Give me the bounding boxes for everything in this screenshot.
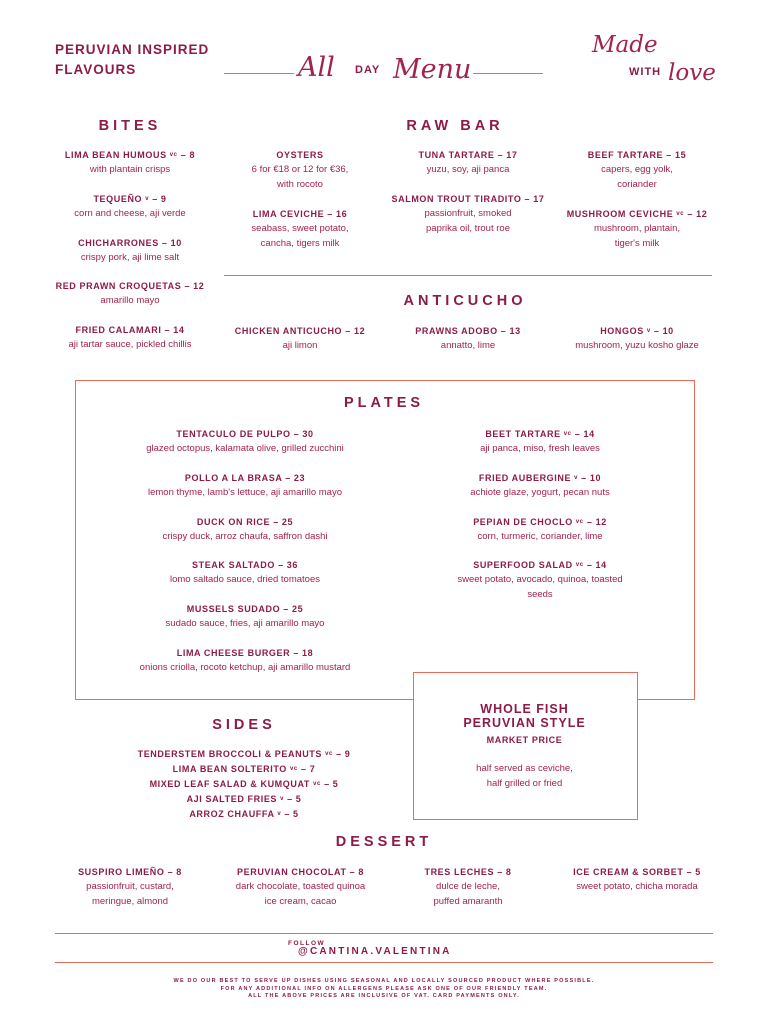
item-name: POLLO A LA BRASA – 23 xyxy=(184,473,306,483)
made-with-love xyxy=(588,32,728,96)
item-desc: achiote glaze, yogurt, pecan nuts xyxy=(470,487,610,498)
item-name: SUPERFOOD SALAD ᵛᶜ – 14 xyxy=(473,560,607,570)
item-desc: dark chocolate, toasted quinoa xyxy=(235,881,366,892)
item-desc: amarillo mayo xyxy=(100,295,160,306)
item-name: PERUVIAN CHOCOLAT – 8 xyxy=(237,867,364,877)
item-name: DUCK ON RICE – 25 xyxy=(196,517,294,527)
instagram-handle-link[interactable]: @CANTINA.VALENTINA xyxy=(298,946,452,957)
title-menu: Menu xyxy=(393,54,472,85)
raw-bar-item xyxy=(557,208,717,251)
follow-label: FOLLOW xyxy=(288,940,326,947)
tagline-line-1: PERUVIAN INSPIRED xyxy=(55,42,210,57)
footer-note: ALL THE ABOVE PRICES ARE INCLUSIVE OF VAT. CARD PAYMENTS ONLY. xyxy=(248,993,520,999)
item-name: FRIED AUBERGINE ᵛ – 10 xyxy=(478,473,602,483)
item-name: PRAWNS ADOBO – 13 xyxy=(415,326,521,336)
item-name: TRES LECHES – 8 xyxy=(424,867,512,877)
plates-item xyxy=(95,647,395,675)
item-name: MUSHROOM CEVICHE ᵛᶜ – 12 xyxy=(566,209,708,219)
item-name: MUSSELS SUDADO – 25 xyxy=(186,604,304,614)
item-name: ICE CREAM & SORBET – 5 xyxy=(573,867,701,877)
item-desc: onions criolla, rocoto ketchup, aji amarillo mustard xyxy=(139,662,351,673)
title-day: DAY xyxy=(355,64,381,76)
item-desc: crispy duck, arroz chaufa, saffron dashi xyxy=(162,531,328,542)
plates-item xyxy=(95,559,395,587)
item-desc: cancha, tigers milk xyxy=(260,238,340,249)
title-all: All xyxy=(298,52,335,83)
item-desc: sweet potato, avocado, quinoa, toasted xyxy=(457,574,623,585)
raw-bar-item xyxy=(388,193,548,236)
dessert-item xyxy=(388,866,548,909)
item-desc: with plantain crisps xyxy=(89,164,171,175)
item-name: PEPIAN DE CHOCLO ᵛᶜ – 12 xyxy=(473,517,607,527)
plates-item xyxy=(415,516,665,544)
item-desc: tiger's milk xyxy=(614,238,660,249)
item-desc: aji limon xyxy=(282,340,318,351)
item-name: OYSTERS xyxy=(276,150,324,160)
item-desc: passionfruit, custard, xyxy=(86,881,174,892)
anticucho-item xyxy=(557,325,717,353)
header-rule-right xyxy=(473,73,543,74)
plates-item xyxy=(415,559,665,602)
item-name: BEET TARTARE ᵛᶜ – 14 xyxy=(485,429,595,439)
dessert-item xyxy=(213,866,388,909)
side-item: TENDERSTEM BROCCOLI & PEANUTS ᵛᶜ – 9 xyxy=(137,749,351,759)
item-desc: lomo saltado sauce, dried tomatoes xyxy=(170,574,320,585)
item-name: LIMA CHEESE BURGER – 18 xyxy=(176,648,314,658)
plates-item xyxy=(95,516,395,544)
item-name: SALMON TROUT TIRADITO – 17 xyxy=(391,194,545,204)
item-desc: capers, egg yolk, xyxy=(601,164,673,175)
item-desc: aji tartar sauce, pickled chillis xyxy=(68,339,192,350)
bites-item xyxy=(30,324,230,352)
footer-note: WE DO OUR BEST TO SERVE UP DISHES USING SEASONAL AND LOCALLY SOURCED PRODUCT WHERE POSSIBLE. xyxy=(173,978,595,984)
item-name: HONGOS ᵛ – 10 xyxy=(600,326,674,336)
bites-item xyxy=(30,149,230,177)
item-name: SUSPIRO LIMEÑO – 8 xyxy=(78,867,182,877)
item-desc: corn and cheese, aji verde xyxy=(74,208,186,219)
item-desc: mushroom, plantain, xyxy=(593,223,681,234)
plates-item xyxy=(95,428,395,456)
raw-bar-item xyxy=(557,149,717,192)
plates-item xyxy=(95,603,395,631)
item-name: CHICKEN ANTICUCHO – 12 xyxy=(234,326,366,336)
item-desc: seeds xyxy=(527,589,553,600)
item-desc: ice cream, cacao xyxy=(264,896,337,907)
plates-title: PLATES xyxy=(343,395,425,411)
item-name: STEAK SALTADO – 36 xyxy=(192,560,298,570)
item-desc: passionfruit, smoked xyxy=(424,208,512,219)
item-desc: coriander xyxy=(617,179,657,190)
raw-bar-item xyxy=(220,208,380,251)
whole-fish-title-1: WHOLE FISH xyxy=(480,702,569,716)
item-desc: with rocoto xyxy=(277,179,323,190)
item-desc: aji panca, miso, fresh leaves xyxy=(480,443,600,454)
plates-item xyxy=(415,428,665,456)
item-name: TEQUEÑO ᵛ – 9 xyxy=(93,194,167,204)
item-desc: dulce de leche, xyxy=(436,881,500,892)
item-name: LIMA CEVICHE – 16 xyxy=(252,209,348,219)
sides-list xyxy=(94,747,394,822)
side-item: LIMA BEAN SOLTERITO ᵛᶜ – 7 xyxy=(172,764,316,774)
item-desc: crispy pork, aji lime salt xyxy=(80,252,180,263)
anticucho-divider xyxy=(224,275,712,276)
item-desc: puffed amaranth xyxy=(433,896,503,907)
tagline xyxy=(55,40,209,80)
whole-fish-desc: half grilled or fried xyxy=(486,778,563,789)
item-desc: seabass, sweet potato, xyxy=(251,223,349,234)
raw-bar-item xyxy=(220,149,380,192)
item-desc: sudado sauce, fries, aji amarillo mayo xyxy=(165,618,325,629)
dessert-item xyxy=(557,866,717,894)
raw-bar-item xyxy=(388,149,548,177)
footer-notes xyxy=(0,978,768,1001)
item-desc: yuzu, soy, aji panca xyxy=(426,164,510,175)
bites-item xyxy=(30,280,230,308)
whole-fish-title-2: PERUVIAN STYLE xyxy=(463,716,586,730)
item-desc: lemon thyme, lamb's lettuce, aji amarillo mayo xyxy=(148,487,342,498)
item-desc: sweet potato, chicha morada xyxy=(576,881,698,892)
menu-title xyxy=(298,52,473,92)
side-item: ARROZ CHAUFFA ᵛ – 5 xyxy=(189,809,299,819)
plates-item xyxy=(95,472,395,500)
item-name: TENTACULO DE PULPO – 30 xyxy=(176,429,314,439)
made-text: Made xyxy=(592,32,658,58)
dessert-item xyxy=(45,866,215,909)
item-desc: glazed octopus, kalamata olive, grilled zucchini xyxy=(146,443,344,454)
item-name: FRIED CALAMARI – 14 xyxy=(75,325,185,335)
dessert-title: DESSERT xyxy=(335,834,433,850)
love-text: love xyxy=(668,60,716,86)
anticucho-item xyxy=(215,325,385,353)
item-name: TUNA TARTARE – 17 xyxy=(418,150,518,160)
anticucho-title: ANTICUCHO xyxy=(403,293,527,309)
tagline-line-2: FLAVOURS xyxy=(55,62,137,77)
item-name: LIMA BEAN HUMOUS ᵛᶜ – 8 xyxy=(64,150,196,160)
whole-fish-price: MARKET PRICE xyxy=(486,735,563,745)
footer-rule-bottom xyxy=(55,962,713,963)
bites-item xyxy=(30,237,230,265)
whole-fish-item xyxy=(413,702,636,791)
item-desc: mushroom, yuzu kosho glaze xyxy=(575,340,699,351)
item-desc: paprika oil, trout roe xyxy=(426,223,510,234)
bites-item xyxy=(30,193,230,221)
item-desc: annatto, lime xyxy=(440,340,496,351)
item-desc: corn, turmeric, coriander, lime xyxy=(477,531,603,542)
item-desc: meringue, almond xyxy=(91,896,169,907)
footer-note: FOR ANY ADDITIONAL INFO ON ALLERGENS PLEASE ASK ONE OF OUR FRIENDLY TEAM. xyxy=(220,985,548,992)
bites-title: BITES xyxy=(98,118,162,134)
sides-title: SIDES xyxy=(212,717,276,733)
with-text: WITH xyxy=(629,66,662,78)
item-desc: 6 for €18 or 12 for €36, xyxy=(251,164,349,175)
whole-fish-desc: half served as ceviche, xyxy=(476,763,573,774)
side-item: AJI SALTED FRIES ᵛ – 5 xyxy=(186,794,302,804)
footer-rule-top xyxy=(55,933,713,934)
anticucho-item xyxy=(388,325,548,353)
side-item: MIXED LEAF SALAD & KUMQUAT ᵛᶜ – 5 xyxy=(149,779,339,789)
item-name: BEEF TARTARE – 15 xyxy=(587,150,687,160)
item-name: CHICHARRONES – 10 xyxy=(78,238,182,248)
item-name: RED PRAWN CROQUETAS – 12 xyxy=(55,281,205,291)
plates-item xyxy=(415,472,665,500)
header-rule-left xyxy=(224,73,294,74)
raw-bar-title: RAW BAR xyxy=(406,118,504,134)
